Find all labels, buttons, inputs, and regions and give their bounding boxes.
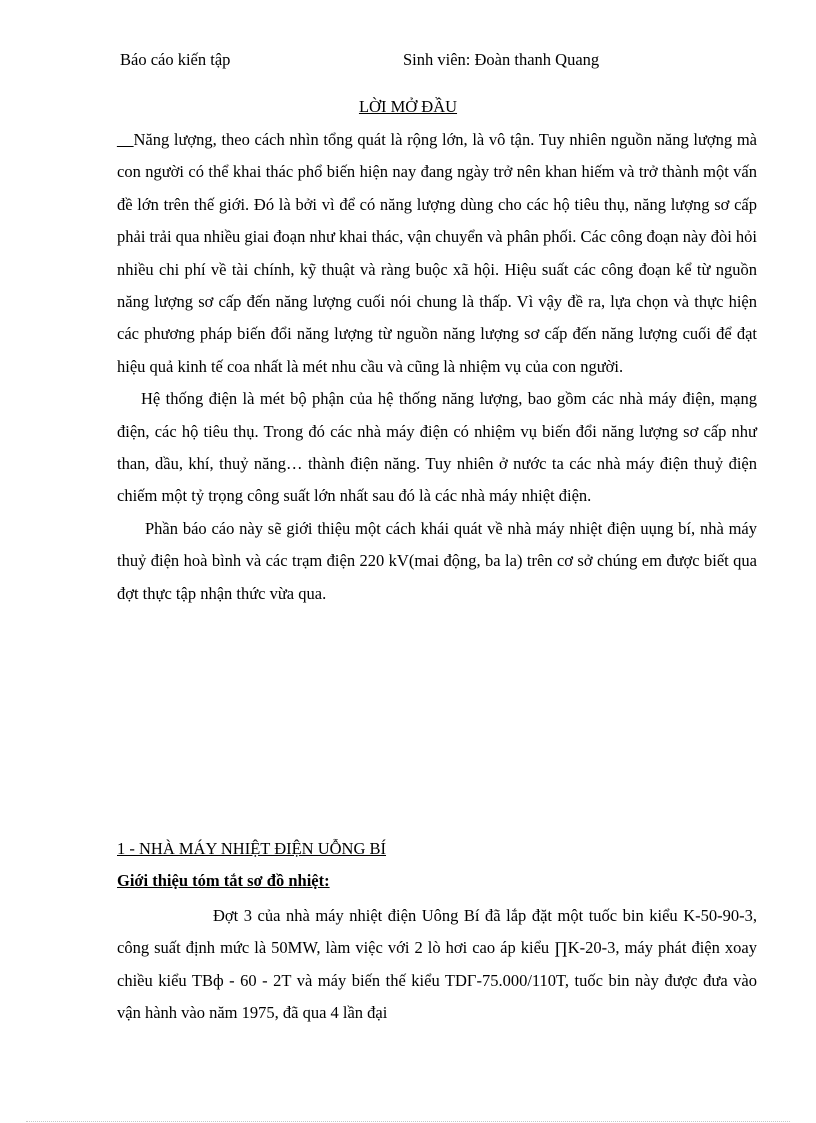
intro-paragraph-2: Hệ thống điện là mét bộ phận của hệ thống năng lượng, bao gồm các nhà máy điện, mạng điện, các hộ tiêu thụ. Trong đó các nhà máy điện có nhiệm vụ biến đổi năng lượng sơ cấp như than, dầu, khí, thuỷ năng… thành điện năng. Tuy nhiên ở nước ta các nhà máy điện thuỷ điện chiếm một tỷ trọng công suất lớn nhất sau đó là các nhà máy nhiệt điện.: [117, 389, 757, 506]
intro-body: [117, 124, 757, 610]
intro-paragraph-3: Phần báo cáo này sẽ giới thiệu một cách khái quát về nhà máy nhiệt điện uụng bí, nhà máy thuỷ điện hoà bình và các trạm điện 220 kV(mai động, ba la) trên cơ sở chúng em được biết qua đợt thực tập nhận thức vừa qua.: [117, 518, 757, 603]
intro-paragraph-1: [117, 124, 757, 383]
section-body: [117, 900, 757, 1030]
header-report-title: Báo cáo kiến tập: [120, 50, 231, 69]
section-title: 1 - NHÀ MÁY NHIỆT ĐIỆN UỖNG BÍ: [117, 839, 387, 858]
intro-paragraph-1-text: Năng lượng, theo cách nhìn tổng quát là rộng lớn, là vô tận. Tuy nhiên nguồn năng lượng mà con người có thể khai thác phổ biến hiện nay đang ngày trở nên khan hiếm và trở thành một vấn đề lớn trên thế giới. Đó là bởi vì để có năng lượng dùng cho các hộ tiêu thụ, năng lượng sơ cấp phải trải qua nhiều giai đoạn như khai thác, vận chuyển và phân phối. Các công đoạn này đòi hỏi nhiều chi phí về tài chính, kỹ thuật và ràng buộc xã hội. Hiệu suất các công đoạn kể từ nguồn năng lượng sơ cấp đến năng lượng cuối nói chung là thấp. Vì vậy đề ra, lựa chọn và thực hiện các phương pháp biến đổi năng lượng từ nguồn năng lượng sơ cấp đến năng lượng cuối để đạt hiệu quả kinh tế coa nhất là mét nhu cầu và cũng là nhiệm vụ của con người.: [117, 130, 757, 376]
page-bottom-divider: [26, 1121, 790, 1122]
lead-underscore: __: [117, 130, 134, 149]
header-student-name: Sinh viên: Đoàn thanh Quang: [403, 50, 600, 69]
section-paragraph: Đợt 3 của nhà máy nhiệt điện Uông Bí đã lắp đặt một tuốc bin kiểu K-50-90-3, công suất định mức là 50MW, làm việc với 2 lò hơi cao áp kiểu ∏K-20-3, máy phát điện xoay chiều kiểu TBф - 60 - 2T và máy biến thế kiểu TDΓ-75.000/110T, tuốc bin này được đưa vào vận hành vào năm 1975, đã qua 4 lần đại: [117, 906, 757, 1023]
page-title: LỜI MỞ ĐẦU: [358, 97, 458, 116]
section-subtitle: Giới thiệu tóm tắt sơ đồ nhiệt:: [117, 871, 330, 890]
